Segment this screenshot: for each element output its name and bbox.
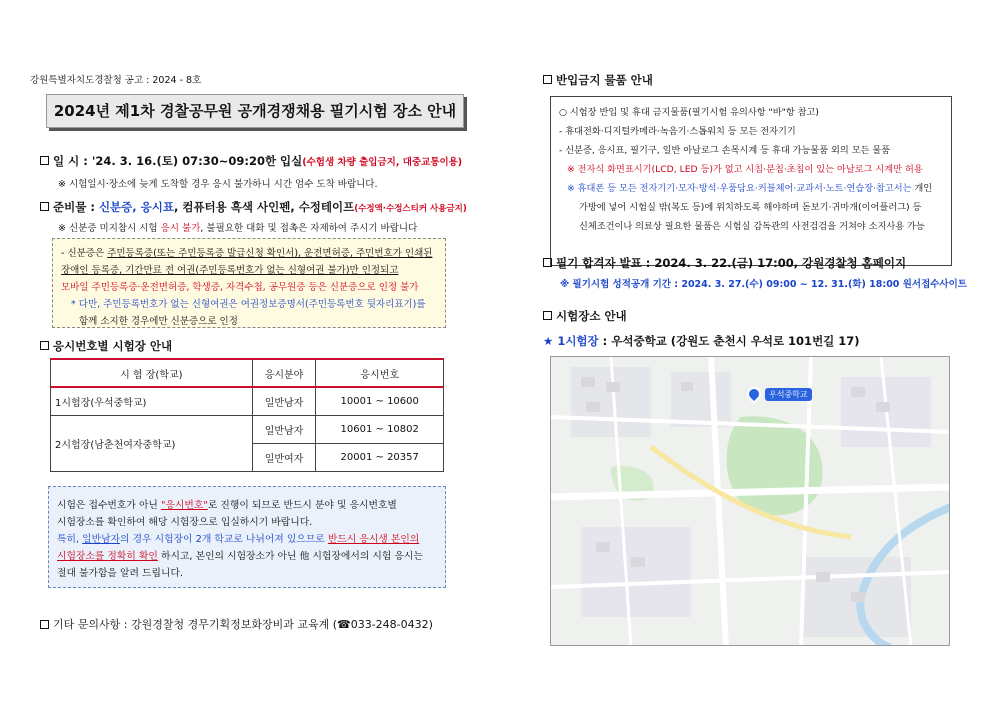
table-header: 응시번호: [316, 359, 444, 387]
table-cell: 일반남자: [252, 387, 316, 415]
table-cell: 20001 ~ 20357: [316, 443, 444, 471]
map-pin-label: 우석중학교: [765, 388, 812, 401]
table-cell: 10001 ~ 10600: [316, 387, 444, 415]
checkbox-square-icon: [40, 341, 49, 350]
location-address: ★ 1시험장 : 우석중학교 (강원도 춘천시 우석로 101번길 17): [543, 334, 860, 348]
checkbox-square-icon: [543, 311, 552, 320]
schedule-note: (수험생 차량 출입금지, 대중교통이용): [302, 157, 463, 168]
table-cell: 일반여자: [252, 443, 316, 471]
page-title: 2024년 제1차 경찰공무원 공개경쟁채용 필기시험 장소 안내: [46, 94, 464, 128]
table-cell: 10601 ~ 10802: [316, 415, 444, 443]
result-sub: ※ 필기시험 성적공개 기간 : 2024. 3. 27.(수) 09:00 ~ 12. 31.(화) 18:00 원서접수사이트: [560, 279, 967, 290]
schedule-sub: ※ 시험일시·장소에 늦게 도착할 경우 응시 불가하니 시간 엄수 도착 바랍니다.: [58, 179, 378, 190]
prohibited-items-box: ○ 시험장 반입 및 휴대 금지물품(필기시험 유의사항 "바"항 참고) - 휴대전화·디지털카메라·녹음기·스톱워치 등 모든 전자기기 - 신분증, 응시표, 필기구, 일반 아날로그 손목시계 등 휴대 가능물품 외의 모든 물품 ※ 전자식 화면표시기(LCD, LED 등)가 없고 시침·분침·초침이 있는 아날로그 시계만 허용 ※ 휴대폰 등 모든 전자기기·모자·방석·우품담요·커블체어·교과서·노트·연습장·참고서는 개인 가방에 넣어 시험실 밖(복도 등)에 위치하도록 해야하며 돋보기·귀마개(이어플러그) 등 신체조건이나 의료상 필요한 물품은 시험실 감독관의 사전검검을 거쳐야 소지사용 가능: [550, 96, 952, 266]
table-cell: 2시험장(남춘천여자중학교): [51, 415, 253, 471]
table-header: 응시분야: [252, 359, 316, 387]
table-cell: 일반남자: [252, 415, 316, 443]
contact-info: 기타 문의사항 : 강원경찰청 경무기획정보화장비과 교육계 (☎033-248-0432): [40, 616, 433, 632]
checkbox-square-icon: [543, 258, 552, 267]
location-map[interactable]: [550, 356, 950, 646]
table-row: [51, 387, 444, 415]
exam-site-table: [50, 358, 444, 472]
notice-number: 강원특별자치도경찰청 공고 : 2024 - 8호: [30, 75, 202, 86]
table-row: [51, 415, 444, 443]
exam-section-heading: 응시번호별 시험장 안내: [40, 338, 172, 354]
location-heading: 시험장소 안내: [543, 308, 627, 324]
table-cell: 1시험장(우석중학교): [51, 387, 253, 415]
table-header-row: [51, 359, 444, 387]
schedule-heading: 일 시 : '24. 3. 16.(토) 07:30~09:20한 입실(수험생 차량 출입금지, 대중교통이용): [40, 153, 462, 169]
checkbox-square-icon: [40, 156, 49, 165]
map-pin-icon[interactable]: [747, 387, 761, 401]
table-header: 시 험 장(학교): [51, 359, 253, 387]
prohibited-heading: 반입금지 물품 안내: [543, 72, 653, 88]
id-card-notice-box: - 신분증은 주민등록증(또는 주민등록증 발급신청 확인서), 운전면허증, 주민번호가 인쇄된 장애인 등록증, 기간만료 전 여권(주민등록번호가 없는 신형여권 불가)만 인정되고 모바일 주민등록증·운전면허증, 학생증, 자격수첩, 공무원증 등은 신분증으로 인정 불가 * 다만, 주민등록번호가 없는 신형여권은 여권정보증명서(주민등록번호 뒷자리표기)를 함께 소지한 경우에만 신분증으로 인정: [52, 238, 446, 328]
checkbox-square-icon: [40, 620, 49, 629]
items-sub: ※ 신분증 미지참시 시험 응시 불가, 불필요한 대화 및 접촉은 자제하여 주시기 바랍니다: [58, 223, 418, 234]
checkbox-square-icon: [40, 202, 49, 211]
checkbox-square-icon: [543, 75, 552, 84]
items-heading: 준비물 : 신분증, 응시표, 컴퓨터용 흑색 사인펜, 수정테이프(수정액·수정스티커 사용금지): [40, 199, 467, 215]
result-heading: 필기 합격자 발표 : 2024. 3. 22.(금) 17:00, 강원경찰청 홈페이지: [543, 255, 906, 271]
exam-number-notice-box: 시험은 접수번호가 아닌 "응시번호"로 진행이 되므로 반드시 분야 및 응시번호별 시험장소를 확인하여 해당 시험장으로 입실하시기 바랍니다. 특히, 일반남자의 경우 시험장이 2개 학교로 나뉘어져 있으므로 반드시 응시생 본인의 시험장소를 정확히 확인 하시고, 본인의 시험장소가 아닌 他 시험장에서의 시험 응시는 절대 불가함을 알려 드립니다.: [48, 486, 446, 588]
